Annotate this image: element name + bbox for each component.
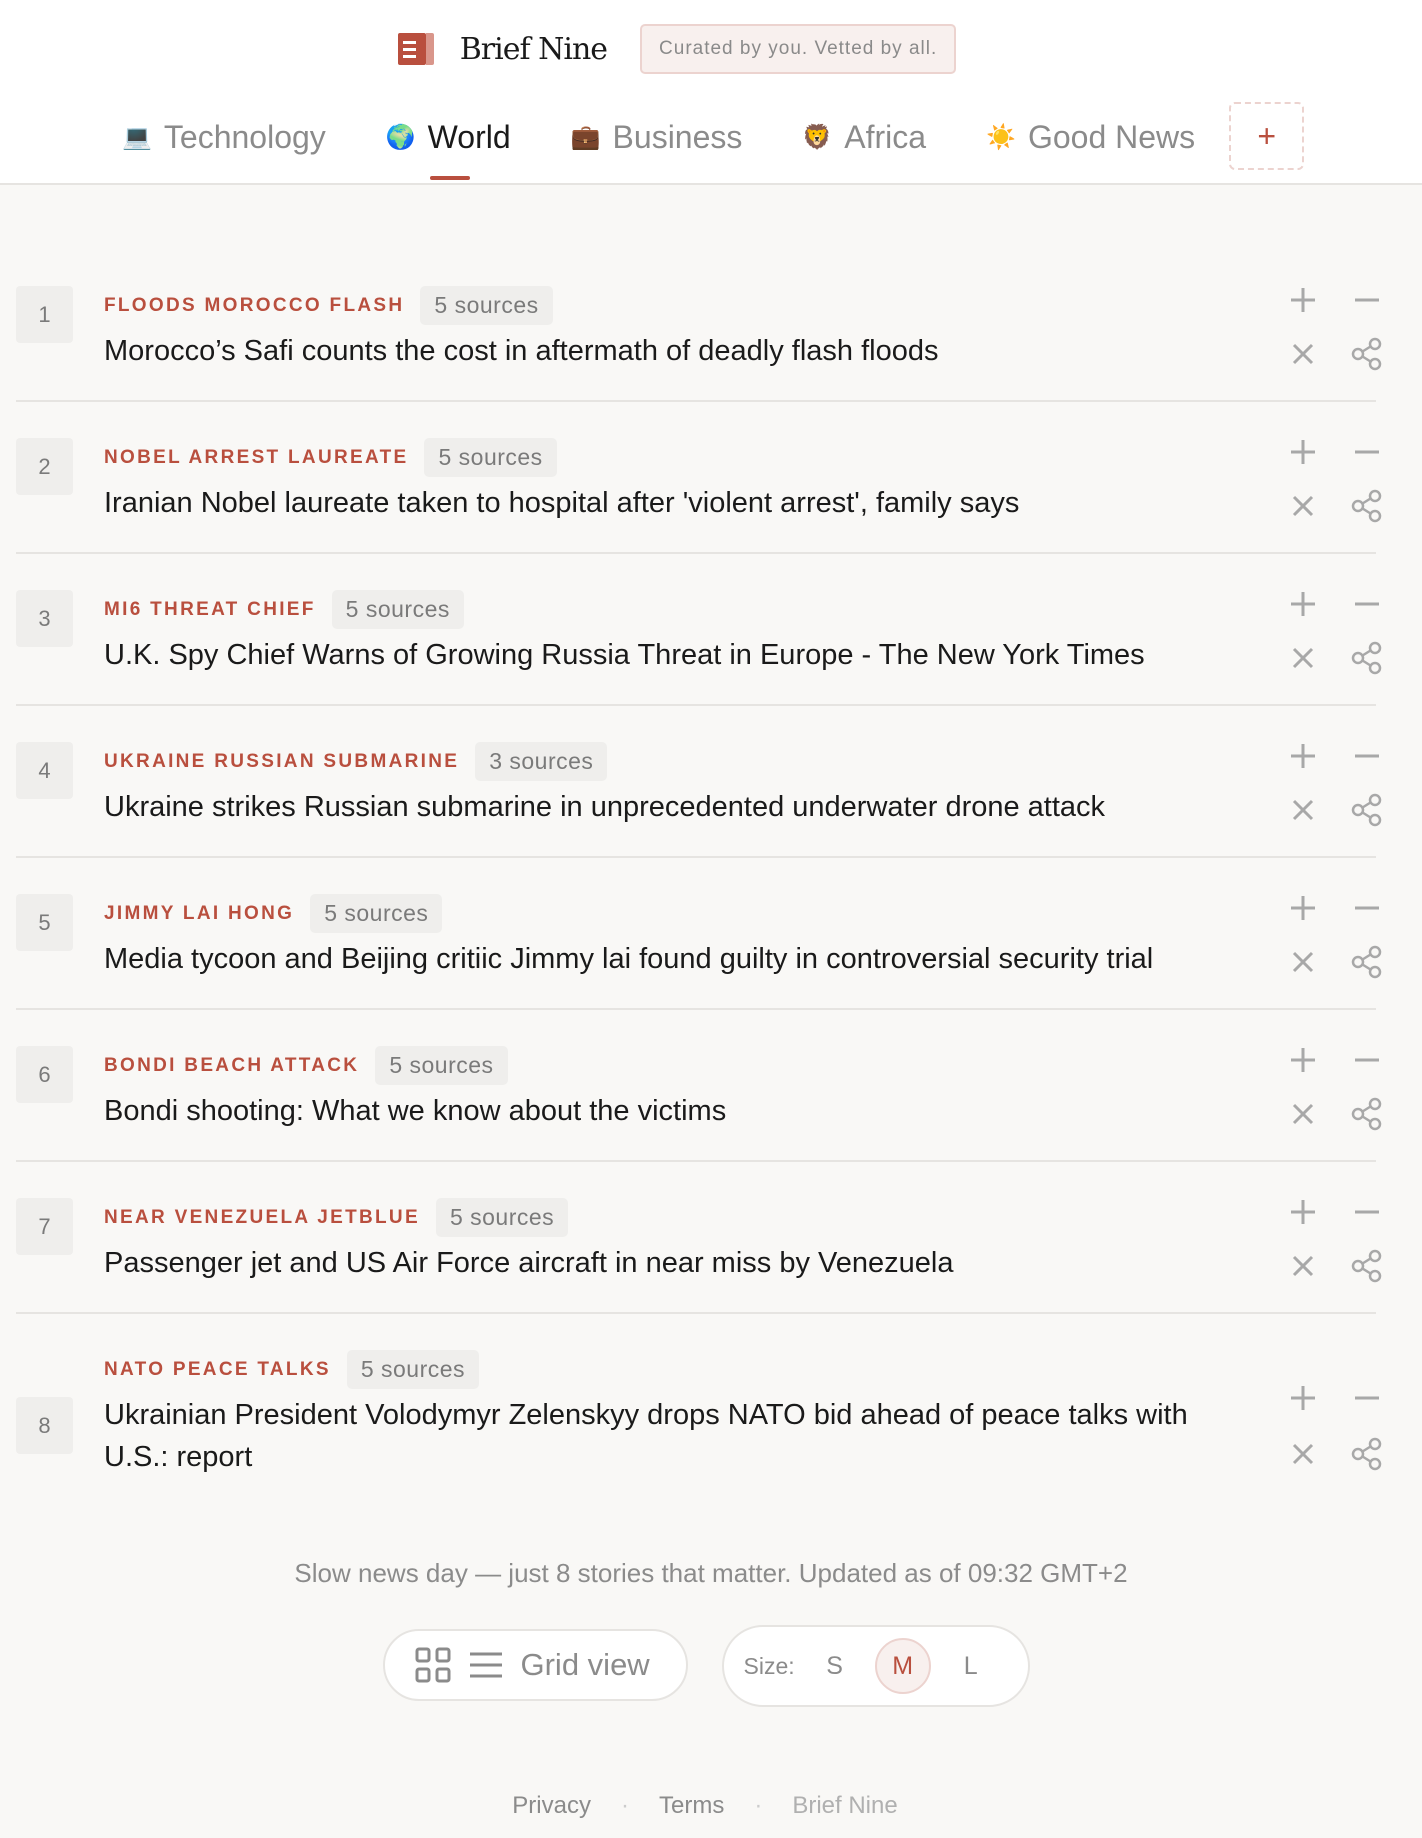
story-rank: 4 — [16, 742, 73, 799]
share-icon[interactable] — [1347, 942, 1387, 982]
dismiss-close-icon[interactable] — [1283, 942, 1323, 982]
story-category: JIMMY LAI HONG — [104, 902, 295, 924]
tab-label: Technology — [163, 118, 326, 155]
tab-technology[interactable] — [122, 114, 326, 160]
share-icon[interactable] — [1347, 638, 1387, 678]
dismiss-close-icon[interactable] — [1283, 1094, 1323, 1134]
story-title[interactable]: Media tycoon and Beijing critiic Jimmy lai found guilty in controversial security trial — [104, 943, 1154, 975]
separator-dot: · — [754, 1792, 763, 1819]
dismiss-close-icon[interactable] — [1283, 486, 1323, 526]
sources-badge[interactable]: 5 sources — [375, 1046, 507, 1085]
logo-icon — [398, 33, 434, 65]
story-row[interactable] — [16, 1162, 1376, 1314]
sources-badge[interactable]: 5 sources — [424, 438, 556, 477]
upvote-plus-icon[interactable] — [1283, 1192, 1323, 1232]
terms-link[interactable]: Terms — [658, 1792, 725, 1819]
sources-badge[interactable]: 5 sources — [420, 286, 552, 325]
brand — [0, 24, 1422, 74]
dismiss-close-icon[interactable] — [1283, 638, 1323, 678]
grid-icon — [415, 1647, 451, 1683]
grid-view-label: Grid view — [520, 1647, 650, 1682]
share-icon[interactable] — [1347, 1094, 1387, 1134]
status-note: Slow news day — just 8 stories that matter. Updated as of 09:32 GMT+2 — [294, 1558, 1128, 1588]
sources-badge[interactable]: 5 sources — [347, 1350, 479, 1389]
tab-label: Good News — [1027, 118, 1196, 155]
sources-badge[interactable]: 5 sources — [436, 1198, 568, 1237]
story-rank: 2 — [16, 438, 73, 495]
story-rank: 5 — [16, 894, 73, 951]
size-l-button[interactable]: L — [963, 1651, 978, 1680]
story-row[interactable] — [16, 1314, 1376, 1499]
story-title[interactable]: U.K. Spy Chief Warns of Growing Russia Threat in Europe - The New York Times — [104, 639, 1145, 671]
downvote-minus-icon[interactable] — [1347, 736, 1387, 776]
upvote-plus-icon[interactable] — [1283, 1378, 1323, 1418]
downvote-minus-icon[interactable] — [1347, 280, 1387, 320]
story-row[interactable] — [16, 1010, 1376, 1162]
story-row[interactable] — [16, 554, 1376, 706]
story-list — [16, 250, 1376, 1499]
story-row[interactable] — [16, 858, 1376, 1010]
story-title[interactable]: Passenger jet and US Air Force aircraft in near miss by Venezuela — [104, 1247, 954, 1279]
upvote-plus-icon[interactable] — [1283, 584, 1323, 624]
story-rank: 7 — [16, 1198, 73, 1255]
downvote-minus-icon[interactable] — [1347, 1378, 1387, 1418]
story-category: NATO PEACE TALKS — [104, 1358, 331, 1380]
size-m-button[interactable]: M — [875, 1638, 931, 1694]
tagline: Curated by you. Vetted by all. — [640, 24, 956, 74]
sources-badge[interactable]: 3 sources — [475, 742, 607, 781]
category-tabs — [122, 104, 1304, 170]
downvote-minus-icon[interactable] — [1347, 432, 1387, 472]
grid-view-button[interactable] — [383, 1629, 688, 1701]
upvote-plus-icon[interactable] — [1283, 888, 1323, 928]
story-title[interactable]: Morocco’s Safi counts the cost in aftermath of deadly flash floods — [104, 335, 939, 367]
downvote-minus-icon[interactable] — [1347, 584, 1387, 624]
story-title[interactable]: Bondi shooting: What we know about the victims — [104, 1095, 727, 1127]
downvote-minus-icon[interactable] — [1347, 1192, 1387, 1232]
tab-label: World — [427, 118, 511, 155]
tab-business[interactable] — [571, 114, 743, 160]
list-icon — [469, 1651, 503, 1679]
share-icon[interactable] — [1347, 790, 1387, 830]
tab-label: Africa — [844, 118, 927, 155]
story-rank: 3 — [16, 590, 73, 647]
tab-emoji-icon: 🦁 — [802, 123, 833, 151]
story-row[interactable] — [16, 402, 1376, 554]
header — [0, 0, 1422, 185]
story-title[interactable]: Ukraine strikes Russian submarine in unprecedented underwater drone attack — [104, 791, 1106, 823]
story-row[interactable] — [16, 250, 1376, 402]
story-rank: 6 — [16, 1046, 73, 1103]
brand-name[interactable]: Brief Nine — [459, 31, 608, 67]
story-category: MI6 THREAT CHIEF — [104, 598, 316, 620]
footer-brand: Brief Nine — [792, 1792, 898, 1819]
privacy-link[interactable]: Privacy — [512, 1792, 591, 1819]
share-icon[interactable] — [1347, 1434, 1387, 1474]
tab-label: Business — [612, 118, 743, 155]
footer-links — [0, 1792, 1422, 1820]
downvote-minus-icon[interactable] — [1347, 1040, 1387, 1080]
story-title[interactable]: Iranian Nobel laureate taken to hospital after 'violent arrest', family says — [104, 487, 1020, 519]
tab-emoji-icon: ☀️ — [986, 123, 1016, 151]
tab-emoji-icon: 🌍 — [385, 123, 416, 151]
share-icon[interactable] — [1347, 1246, 1387, 1286]
share-icon[interactable] — [1347, 486, 1387, 526]
story-category: NOBEL ARREST LAUREATE — [104, 446, 409, 468]
story-category: UKRAINE RUSSIAN SUBMARINE — [104, 750, 460, 772]
upvote-plus-icon[interactable] — [1283, 432, 1323, 472]
add-tab-button[interactable]: + — [1229, 102, 1304, 170]
story-row[interactable] — [16, 706, 1376, 858]
size-s-button[interactable]: S — [826, 1651, 843, 1680]
tab-emoji-icon: 💼 — [570, 123, 601, 151]
view-controls — [0, 1625, 1422, 1707]
downvote-minus-icon[interactable] — [1347, 888, 1387, 928]
dismiss-close-icon[interactable] — [1283, 790, 1323, 830]
dismiss-close-icon[interactable] — [1283, 1434, 1323, 1474]
story-title[interactable]: Ukrainian President Volodymyr Zelenskyy drops NATO bid ahead of peace talks with U.S.: report — [104, 1399, 1188, 1473]
tab-emoji-icon: 💻 — [122, 123, 152, 151]
story-rank: 8 — [16, 1397, 73, 1454]
size-selector — [722, 1625, 1030, 1707]
size-label: Size: — [743, 1652, 795, 1679]
tab-africa[interactable] — [802, 114, 926, 160]
dismiss-close-icon[interactable] — [1283, 334, 1323, 374]
sources-badge[interactable]: 5 sources — [310, 894, 442, 933]
story-category: FLOODS MOROCCO FLASH — [104, 294, 405, 316]
story-category: BONDI BEACH ATTACK — [104, 1054, 360, 1076]
upvote-plus-icon[interactable] — [1283, 736, 1323, 776]
story-rank: 1 — [16, 286, 73, 343]
upvote-plus-icon[interactable] — [1283, 1040, 1323, 1080]
dismiss-close-icon[interactable] — [1283, 1246, 1323, 1286]
tab-good-news[interactable] — [986, 114, 1195, 160]
upvote-plus-icon[interactable] — [1283, 280, 1323, 320]
sources-badge[interactable]: 5 sources — [332, 590, 464, 629]
share-icon[interactable] — [1347, 334, 1387, 374]
tab-world[interactable] — [386, 114, 511, 160]
story-category: NEAR VENEZUELA JETBLUE — [104, 1206, 420, 1228]
separator-dot: · — [620, 1792, 629, 1819]
